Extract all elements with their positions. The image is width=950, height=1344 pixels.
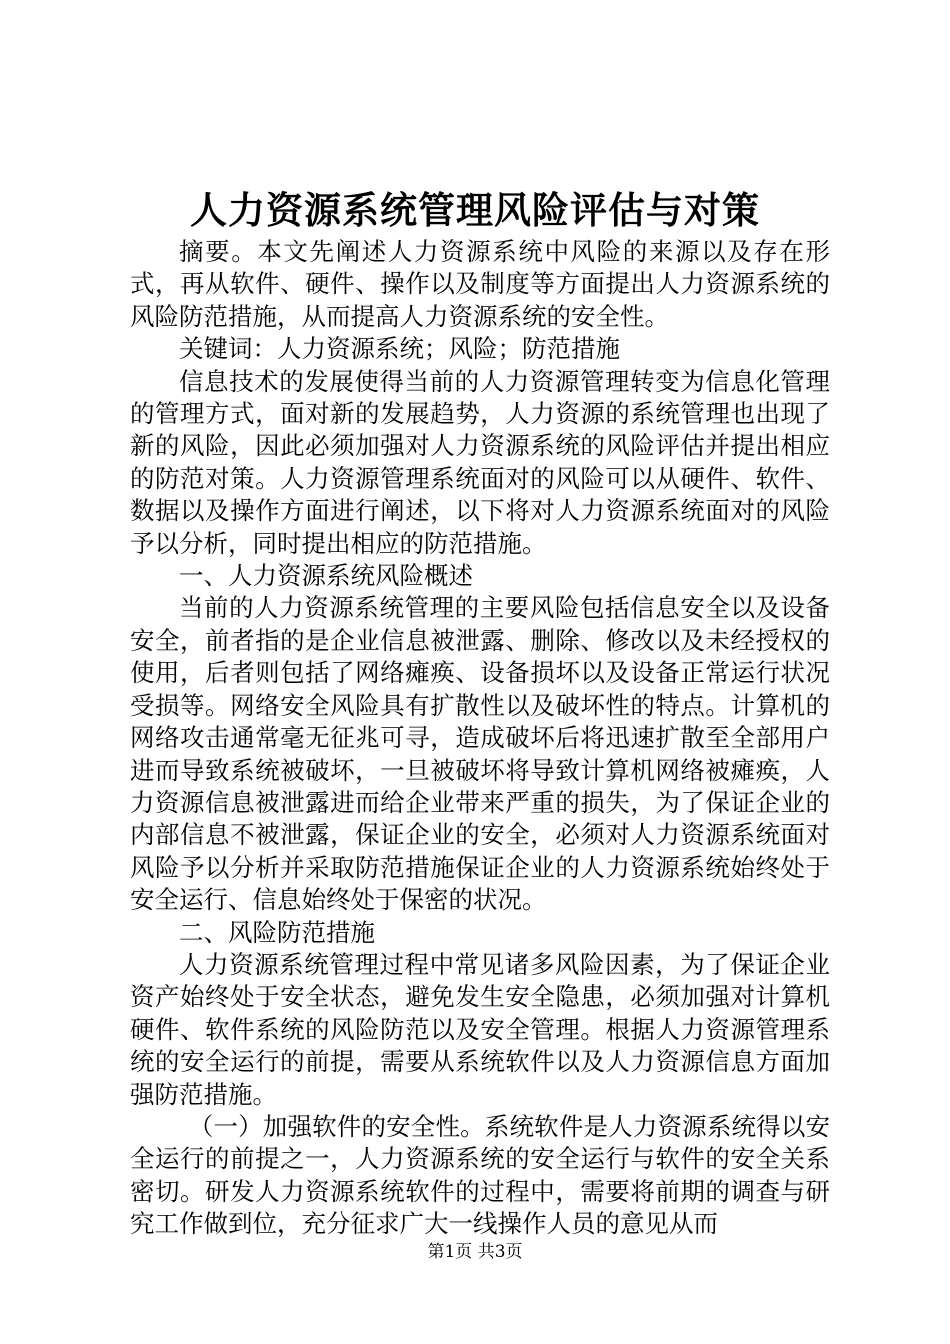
section-2-paragraph: 人力资源系统管理过程中常见诸多风险因素，为了保证企业资产始终处于安全状态，避免发生安全隐患，必须加强对计算机硬件、软件系统的风险防范以及安全管理。根据人力资源管理系统的安全运行的前提，需要从系统软件以及人力资源信息方面加强防范措施。 — [130, 949, 830, 1109]
abstract-paragraph: 摘要。本文先阐述人力资源系统中风险的来源以及存在形式，再从软件、硬件、操作以及制度等方面提出人力资源系统的风险防范措施，从而提高人力资源系统的安全性。 — [130, 237, 830, 331]
section-heading-1: 一、人力资源系统风险概述 — [179, 561, 473, 591]
subsection-1-paragraph: （一）加强软件的安全性。系统软件是人力资源系统得以安全运行的前提之一，人力资源系统的安全运行与软件的安全关系密切。研发人力资源系统软件的过程中，需要将前期的调查与研究工作做到位，充分征求广大一线操作人员的意见从而 — [130, 1111, 830, 1239]
keywords-paragraph: 关键词：人力资源系统；风险；防范措施 — [179, 334, 620, 364]
section-1-paragraph: 当前的人力资源系统管理的主要风险包括信息安全以及设备安全，前者指的是企业信息被泄露、删除、修改以及未经授权的使用，后者则包括了网络瘫痪、设备损坏以及设备正常运行状况受损等。网络安全风险具有扩散性以及破坏性的特点。计算机的网络攻击通常毫无征兆可寻，造成破坏后将迅速扩散至全部用户进而导致系统被破坏，一旦被破坏将导致计算机网络被瘫痪，人力资源信息被泄露进而给企业带来严重的损失，为了保证企业的内部信息不被泄露，保证企业的安全，必须对人力资源系统面对风险予以分析并采取防范措施保证企业的人力资源系统始终处于安全运行、信息始终处于保密的状况。 — [130, 593, 830, 915]
document-title: 人力资源系统管理风险评估与对策 — [190, 188, 760, 232]
document-body — [130, 236, 830, 1241]
intro-paragraph: 信息技术的发展使得当前的人力资源管理转变为信息化管理的管理方式，面对新的发展趋势，人力资源的系统管理也出现了新的风险，因此必须加强对人力资源系统的风险评估并提出相应的防范对策。人力资源管理系统面对的风险可以从硬件、软件、数据以及操作方面进行阐述，以下将对人力资源系统面对的风险予以分析，同时提出相应的防范措施。 — [130, 366, 830, 558]
section-heading-2: 二、风险防范措施 — [179, 917, 375, 947]
page-footer: 第1页 共3页 — [427, 1242, 523, 1262]
